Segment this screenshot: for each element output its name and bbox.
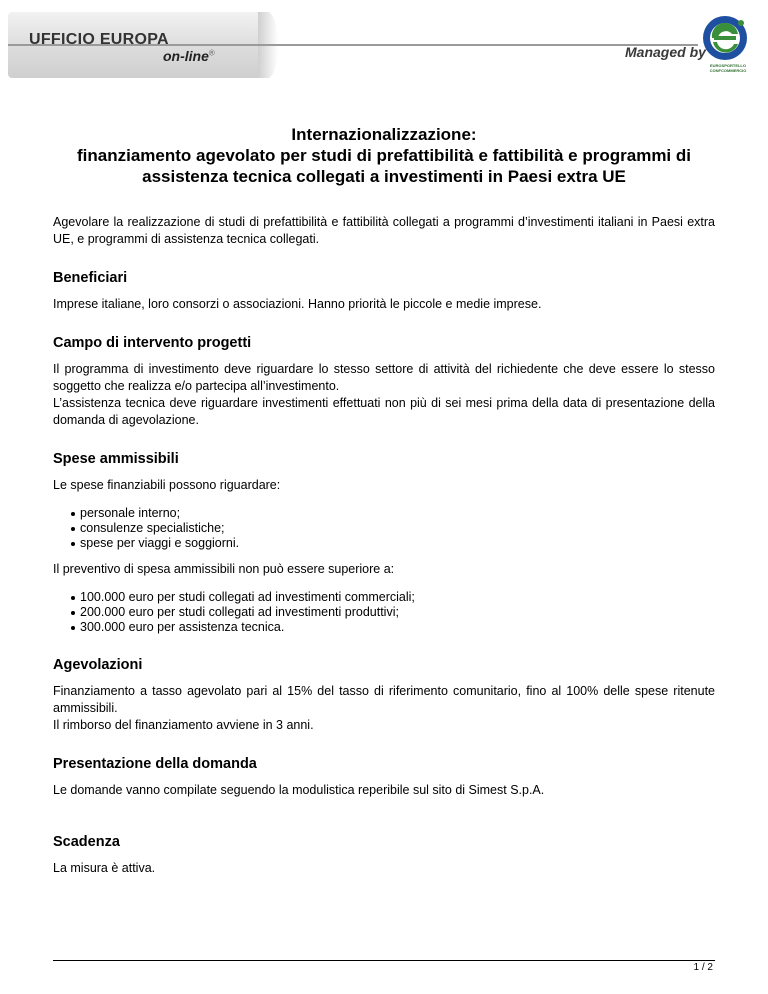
section-text: Imprese italiane, loro consorzi o associazioni. Hanno priorità le piccole e medie imprese. xyxy=(53,297,542,311)
section-heading: Campo di intervento progetti xyxy=(53,335,252,351)
section-text: Il preventivo di spesa ammissibili non può essere superiore a: xyxy=(53,562,395,576)
managed-by-label: Managed by xyxy=(625,44,706,60)
title-line-1: Internazionalizzazione: xyxy=(291,125,477,144)
section-text: Le spese finanziabili possono riguardare: xyxy=(53,478,281,492)
document-body xyxy=(53,124,715,877)
section-presentazione-domanda xyxy=(53,755,715,799)
expense-list xyxy=(53,506,715,551)
limit-list xyxy=(53,590,715,635)
brand-title: UFFICIO EUROPA xyxy=(29,31,169,48)
section-spese-ammissibili xyxy=(53,450,715,635)
section-text: Il programma di investimento deve riguardare lo stesso settore di attività del richiedente che deve essere lo stesso soggetto che realizza e/o partecipa all’investimento. xyxy=(53,362,715,393)
list-item: consulenze specialistiche; xyxy=(71,521,715,536)
list-item: personale interno; xyxy=(71,506,715,521)
section-text: La misura è attiva. xyxy=(53,861,156,875)
list-item: spese per viaggi e soggiorni. xyxy=(71,536,715,551)
eurosportello-logo-icon xyxy=(700,14,750,66)
section-heading: Beneficiari xyxy=(53,270,128,286)
section-scadenza xyxy=(53,833,715,877)
title-line-2: finanziamento agevolato per studi di prefattibilità e fattibilità e programmi di assistenza tecnica collegati a investimenti in Paesi extra UE xyxy=(77,146,691,186)
section-campo-intervento xyxy=(53,334,715,429)
section-text: Il rimborso del finanziamento avviene in 3 anni. xyxy=(53,718,314,732)
section-text: Le domande vanno compilate seguendo la modulistica reperibile sul sito di Simest S.p.A. xyxy=(53,783,545,797)
registered-mark: ® xyxy=(208,48,215,58)
section-text: Finanziamento a tasso agevolato pari al 15% del tasso di riferimento comunitario, fino al 100% delle spese ritenute ammissibili. xyxy=(53,684,715,715)
section-heading: Spese ammissibili xyxy=(53,451,179,467)
list-item: 100.000 euro per studi collegati ad investimenti commerciali; xyxy=(71,590,715,605)
section-text: L’assistenza tecnica deve riguardare investimenti effettuati non più di sei mesi prima della data di presentazione della domanda di agevolazione. xyxy=(53,396,715,427)
page-number: 1 / 2 xyxy=(693,962,713,973)
section-beneficiari xyxy=(53,269,715,313)
intro-paragraph: Agevolare la realizzazione di studi di prefattibilità e fattibilità collegati a programmi d’investimenti italiani in Paesi extra UE, e programmi di assistenza tecnica collegati. xyxy=(53,215,715,246)
list-item: 300.000 euro per assistenza tecnica. xyxy=(71,620,715,635)
document-title xyxy=(53,124,715,187)
section-heading: Agevolazioni xyxy=(53,657,143,673)
page-header xyxy=(0,0,768,105)
footer-rule xyxy=(53,960,715,961)
section-agevolazioni xyxy=(53,656,715,734)
section-heading: Scadenza xyxy=(53,834,120,850)
brand-subtitle xyxy=(163,48,215,64)
list-item: 200.000 euro per studi collegati ad investimenti produttivi; xyxy=(71,605,715,620)
brand-subtitle-text: on-line xyxy=(163,48,209,64)
logo-caption: EUROSPORTELLO CONFCOMMERCIO xyxy=(709,63,747,73)
section-heading: Presentazione della domanda xyxy=(53,756,257,772)
